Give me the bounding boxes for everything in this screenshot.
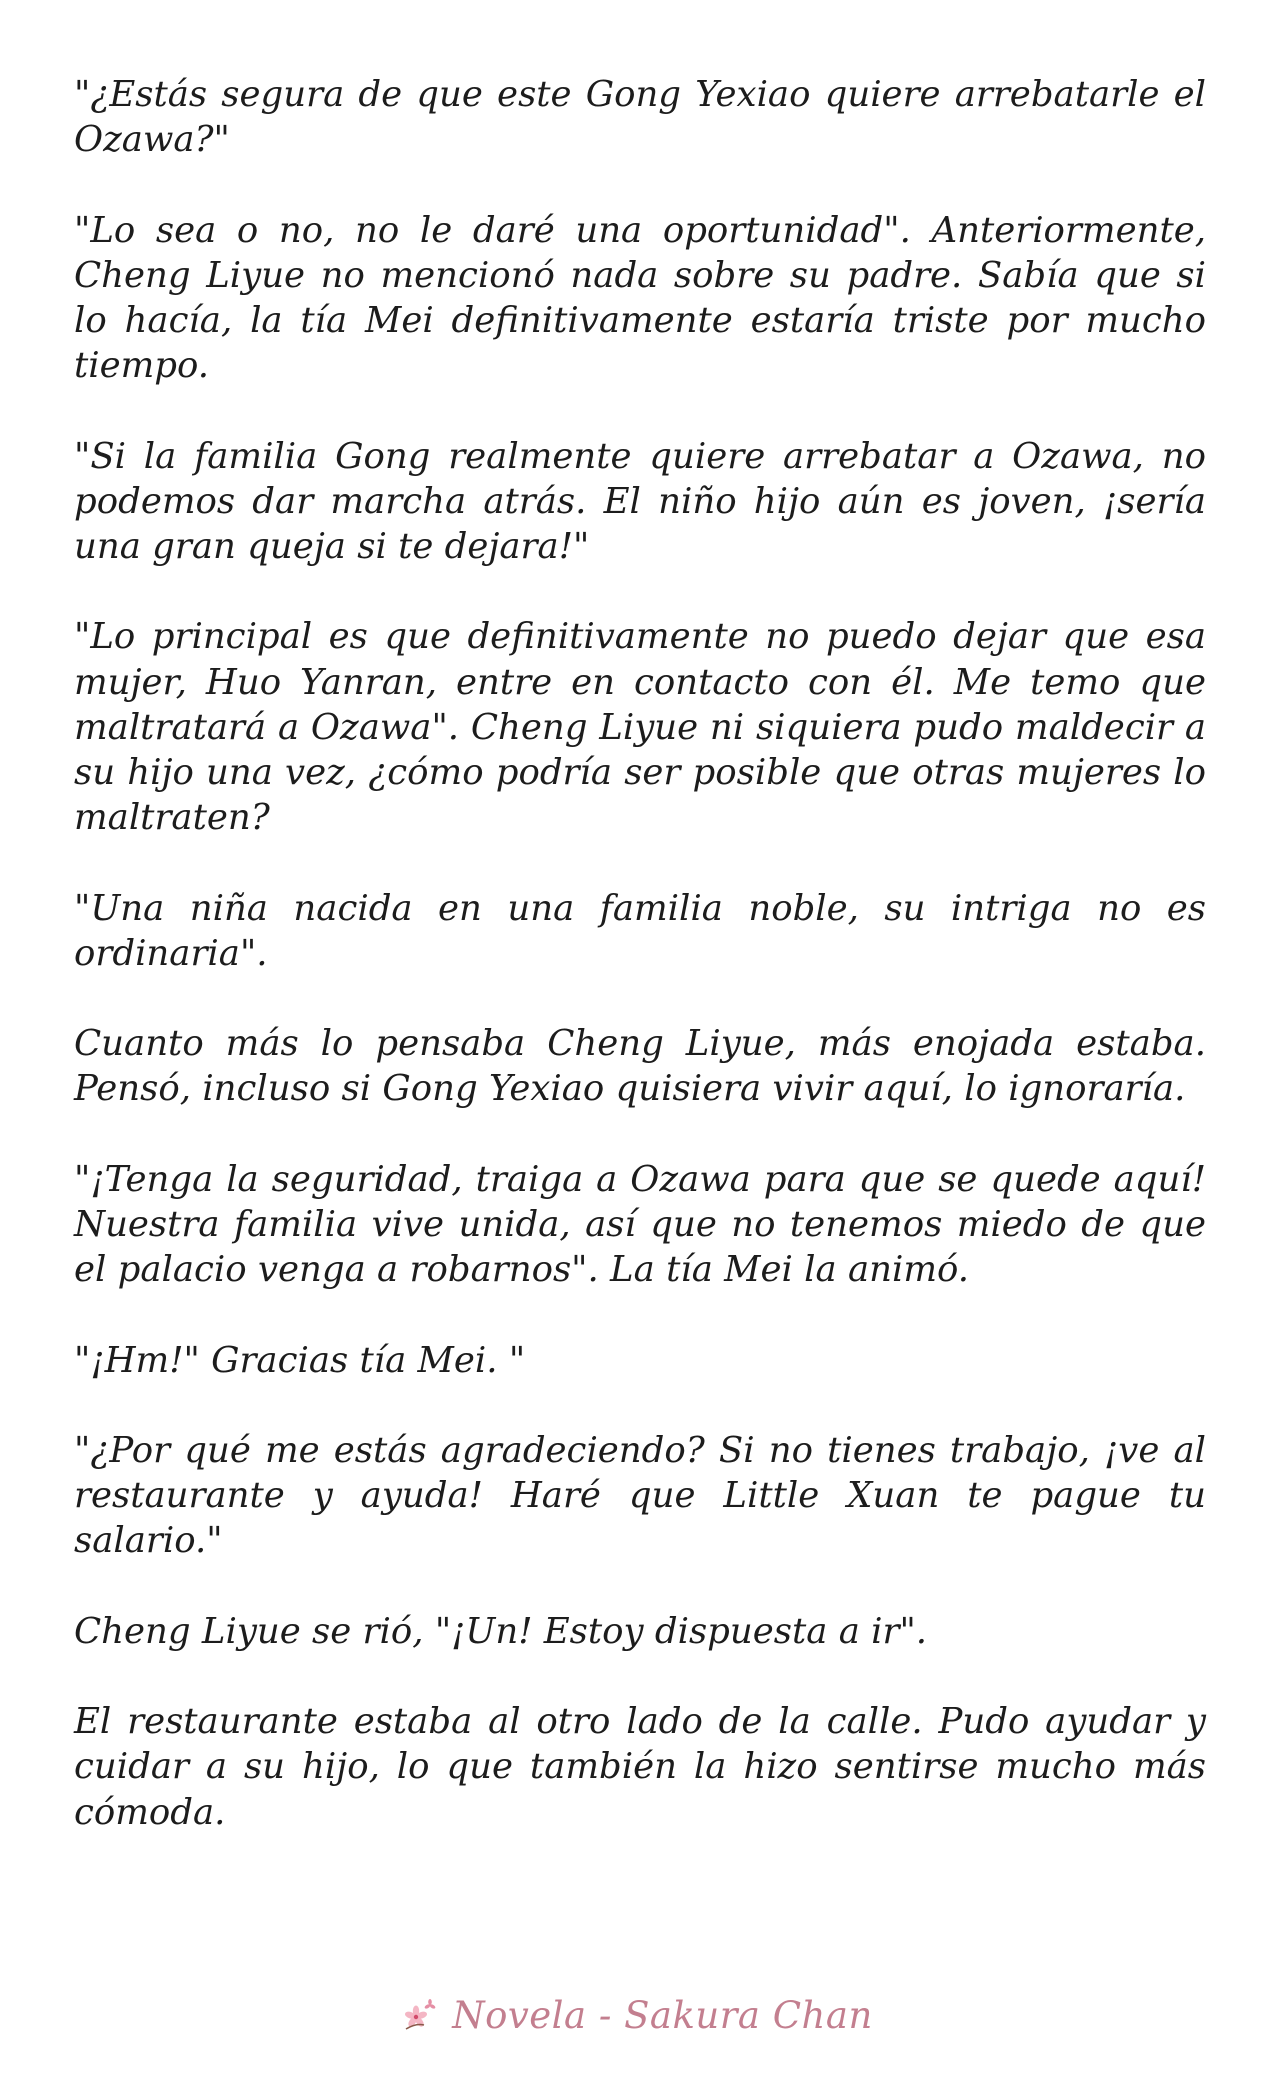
paragraph-4: "Lo principal es que definitivamente no puedo dejar que esa mujer, Huo Yanran, entre en contacto con él. Me temo que maltratará a Ozawa". Cheng Liyue ni siquiera pudo maldecir a su hijo una vez, ¿cómo podría ser posible que otras mujeres lo maltraten?	[74, 616, 1206, 839]
paragraph-3: "Si la familia Gong realmente quiere arrebatar a Ozawa, no podemos dar marcha atrás. El niño hijo aún es joven, ¡sería una gran queja si te dejara!"	[74, 435, 1206, 567]
watermark	[0, 1990, 1275, 2040]
chapter-text	[74, 72, 1206, 1880]
sakura-flower-icon	[402, 1995, 442, 2035]
paragraph-8: "¡Hm!" Gracias tía Mei. "	[74, 1339, 526, 1381]
paragraph-11: El restaurante estaba al otro lado de la calle. Pudo ayudar y cuidar a su hijo, lo que también la hizo sentirse mucho más cómoda.	[74, 1701, 1206, 1833]
paragraph-2: "Lo sea o no, no le daré una oportunidad". Anteriormente, Cheng Liyue no mencionó nada sobre su padre. Sabía que si lo hacía, la tía Mei definitivamente estaría triste por mucho tiempo.	[74, 209, 1206, 387]
paragraph-7: "¡Tenga la seguridad, traiga a Ozawa para que se quede aquí! Nuestra familia vive unida, así que no tenemos miedo de que el palacio venga a robarnos". La tía Mei la animó.	[74, 1158, 1206, 1291]
paragraph-9: "¿Por qué me estás agradeciendo? Si no tienes trabajo, ¡ve al restaurante y ayuda! Haré que Little Xuan te pague tu salario."	[74, 1429, 1206, 1562]
paragraph-6: Cuanto más lo pensaba Cheng Liyue, más enojada estaba. Pensó, incluso si Gong Yexiao quisiera vivir aquí, lo ignoraría.	[74, 1023, 1206, 1110]
paragraph-10: Cheng Liyue se rió, "¡Un! Estoy dispuesta a ir".	[74, 1610, 928, 1652]
paragraph-5: "Una niña nacida en una familia noble, su intriga no es ordinaria".	[74, 887, 1206, 974]
paragraph-1: "¿Estás segura de que este Gong Yexiao quiere arrebatarle el Ozawa?"	[74, 74, 1206, 161]
watermark-text: Novela - Sakura Chan	[452, 1993, 873, 2037]
